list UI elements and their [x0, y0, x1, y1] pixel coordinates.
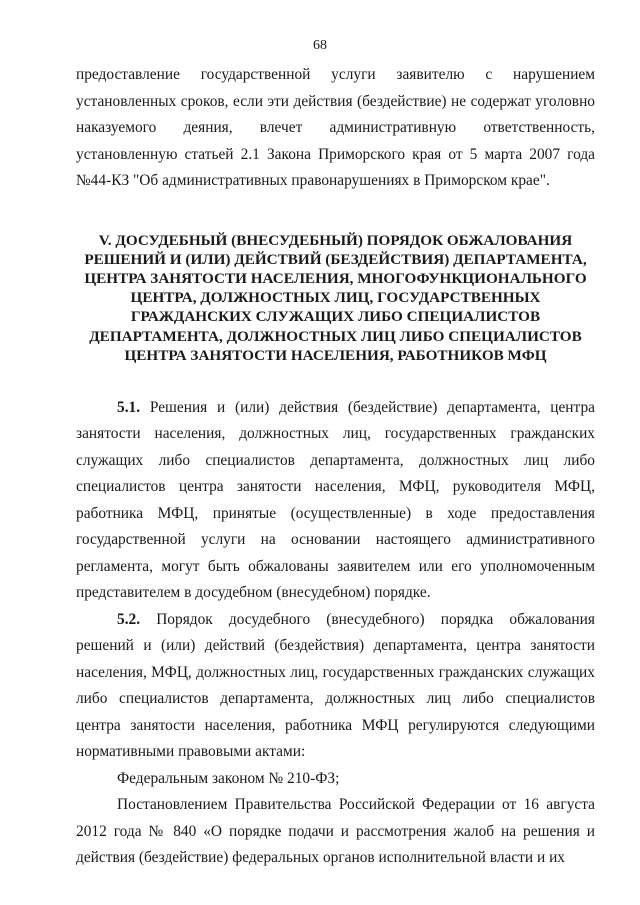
- document-body: [76, 62, 595, 872]
- act-federal-law: Федеральным законом № 210-ФЗ;: [117, 769, 340, 787]
- clause-5-1-text: Решения и (или) действия (бездействие) департамента, центра занятости населения, должностных лиц, государственных гражданских служащих либо специалистов департамента, должностных лиц либо специалистов центра занятости населения, МФЦ, руководителя МФЦ, работника МФЦ, принятые (осуществленные) в ходе предоставления государственной услуги на основании настоящего административного регламента, могут быть обжалованы заявителем или его уполномоченным представителем в досудебном (внесудебном) порядке.: [76, 398, 595, 602]
- clause-5-2-text: Порядок досудебного (внесудебного) порядка обжалования решений и (или) действий (бездействия) департамента, центра занятости населения, МФЦ, должностных лиц, государственных гражданских служащих либо специалистов департамента, должностных лиц либо специалистов центра занятости населения, работника МФЦ регулируются следующими нормативными правовыми актами:: [76, 610, 595, 761]
- intro-paragraph: предоставление государственной услуги заявителю с нарушением установленных сроков, если эти действия (бездействие) не содержат уголовно наказуемого деяния, влечет административную ответственность, установленную статьей 2.1 Закона Приморского края от 5 марта 2007 года №44-КЗ "Об административных правонарушениях в Приморском крае".: [76, 66, 595, 189]
- clause-5-2: [76, 607, 595, 766]
- page-number: 68: [313, 38, 327, 53]
- clause-5-1: [76, 395, 595, 607]
- section-heading: V. ДОСУДЕБНЫЙ (ВНЕСУДЕБНЫЙ) ПОРЯДОК ОБЖАЛОВАНИЯ РЕШЕНИЙ И (ИЛИ) ДЕЙСТВИЙ (БЕЗДЕЙСТВИЯ) ДЕПАРТАМЕНТА, ЦЕНТРА ЗАНЯТОСТИ НАСЕЛЕНИЯ, МНОГОФУНКЦИОНАЛЬНОГО ЦЕНТРА, ДОЛЖНОСТНЫХ ЛИЦ, ГОСУДАРСТВЕННЫХ ГРАЖДАНСКИХ СЛУЖАЩИХ ЛИБО СПЕЦИАЛИСТОВ ДЕПАРТАМЕНТА, ДОЛЖНОСТНЫХ ЛИЦ ЛИБО СПЕЦИАЛИСТОВ ЦЕНТРА ЗАНЯТОСТИ НАСЕЛЕНИЯ, РАБОТНИКОВ МФЦ: [84, 231, 587, 364]
- act-government-resolution: Постановлением Правительства Российской Федерации от 16 августа 2012 года № 840 «О порядке подачи и рассмотрения жалоб на решения и действия (бездействие) федеральных органов исполнительной власти и их: [76, 796, 595, 867]
- clause-5-1-number: 5.1.: [117, 398, 141, 416]
- clause-5-2-number: 5.2.: [117, 610, 141, 628]
